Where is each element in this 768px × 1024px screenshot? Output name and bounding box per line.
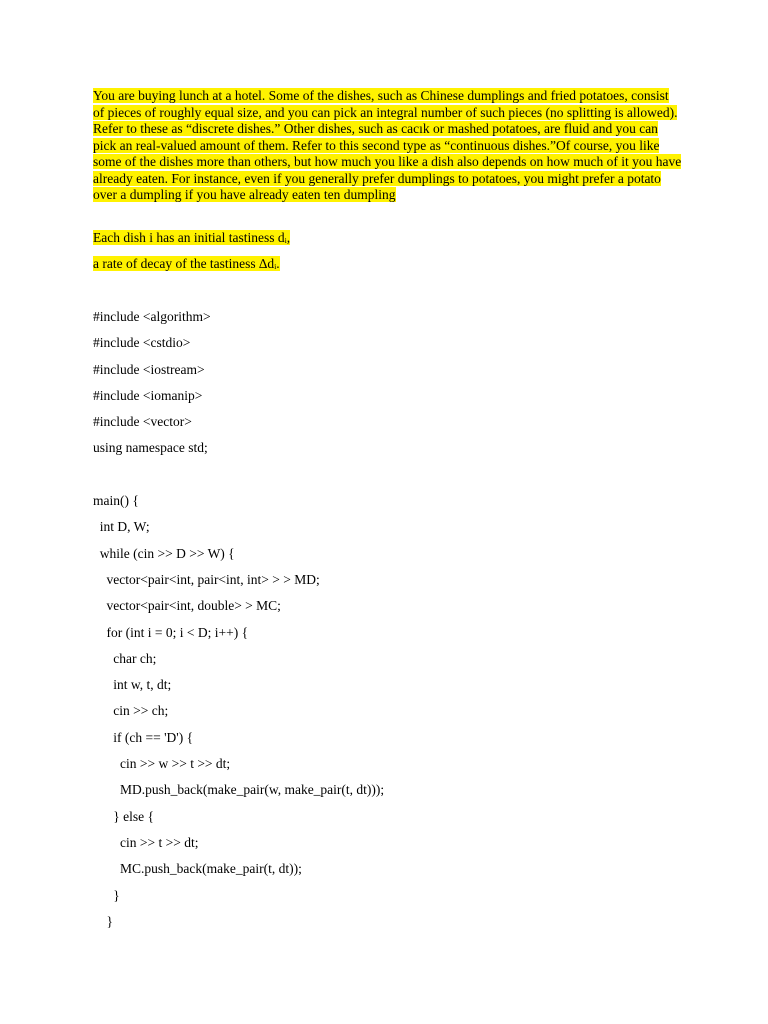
code-line: using namespace std; xyxy=(93,440,208,456)
code-line: int w, t, dt; xyxy=(93,677,172,693)
code-line: #include <iomanip> xyxy=(93,387,203,403)
code-line: #include <vector> xyxy=(93,414,192,430)
code-line: MC.push_back(make_pair(t, dt)); xyxy=(93,861,302,877)
blank-line xyxy=(93,466,693,492)
code-line: while (cin >> D >> W) { xyxy=(93,545,235,561)
definitions-block xyxy=(93,230,683,282)
code-line: if (ch == 'D') { xyxy=(93,729,194,745)
code-line: vector<pair<int, double> > MC; xyxy=(93,598,281,614)
code-line: #include <iostream> xyxy=(93,361,205,377)
tastiness-definition-text: Each dish i has an initial tastiness dᵢ, xyxy=(93,230,291,245)
code-line: #include <cstdio> xyxy=(93,335,191,351)
code-line: main() { xyxy=(93,493,139,509)
code-line: } else { xyxy=(93,808,154,824)
code-line: } xyxy=(93,887,120,903)
code-listing xyxy=(93,308,693,939)
problem-intro-paragraph xyxy=(93,88,683,204)
code-line: vector<pair<int, pair<int, int> > > MD; xyxy=(93,571,320,587)
tastiness-definition xyxy=(93,230,683,256)
code-line: cin >> t >> dt; xyxy=(93,834,199,850)
code-line: char ch; xyxy=(93,650,157,666)
decay-definition-text: a rate of decay of the tastiness ∆dᵢ. xyxy=(93,256,280,271)
code-line: cin >> w >> t >> dt; xyxy=(93,756,231,772)
code-line: } xyxy=(93,913,113,929)
code-line: #include <algorithm> xyxy=(93,309,211,324)
code-line: cin >> ch; xyxy=(93,703,169,719)
code-line: MD.push_back(make_pair(w, make_pair(t, dt))); xyxy=(93,782,385,798)
code-line: int D, W; xyxy=(93,519,150,535)
decay-definition xyxy=(93,256,683,282)
code-line: for (int i = 0; i < D; i++) { xyxy=(93,624,249,640)
problem-intro-text: You are buying lunch at a hotel. Some of the dishes, such as Chinese dumplings and fried potatoes, consist of pieces of roughly equal size, and you can pick an integral number of such pieces (no splitting is allowed). Refer to these as “discrete dishes.” Other dishes, such as cacık or mashed potatoes, are fluid and you can pick an real-valued amount of them. Refer to this second type as “continuous dishes.”Of course, you like some of the dishes more than others, but how much you like a dish also depends on how much of it you have already eaten. For instance, even if you generally prefer dumplings to potatoes, you might prefer a potato over a dumpling if you have already eaten ten dumpling xyxy=(93,88,682,202)
